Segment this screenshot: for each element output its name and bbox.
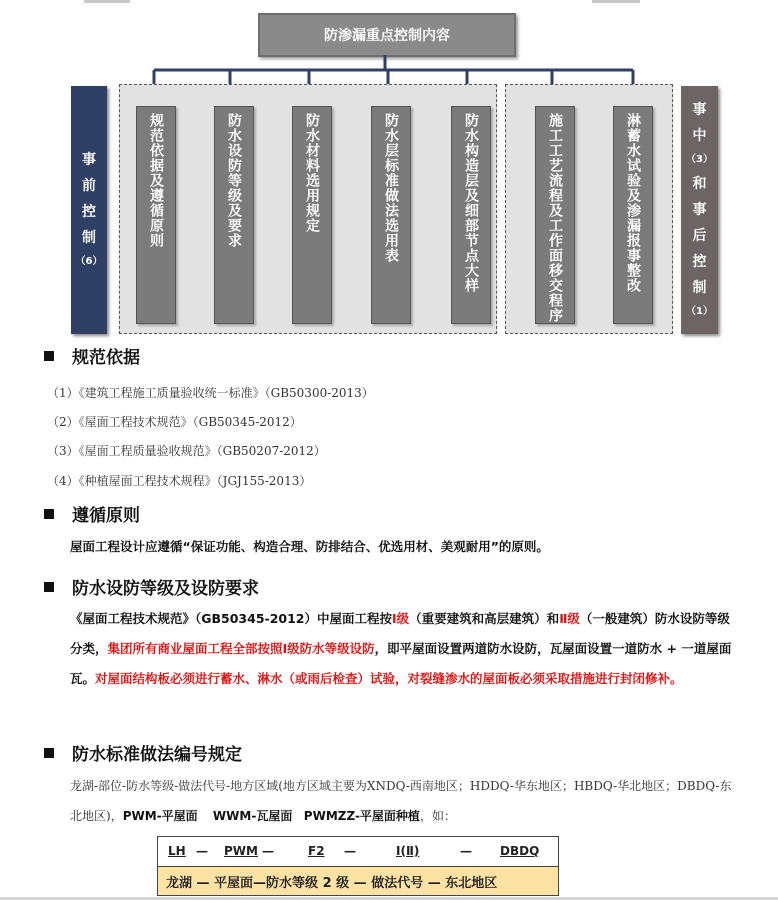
column-standard-practice: 防水层标准做法选用表 — [371, 106, 411, 324]
square-bullet-icon — [44, 351, 54, 361]
column-material-selection: 防水材料选用规定 — [292, 106, 332, 324]
reference-item: （2）《屋面工程技术规范》（GB50345-2012） — [47, 415, 302, 429]
code-segment: DBDQ — [500, 844, 540, 858]
reference-item: （3）《屋面工程质量验收规范》（GB50207-2012） — [47, 444, 326, 458]
reference-item: （4）《种植屋面工程技术规程》（JGJ155-2013） — [47, 474, 312, 488]
section-title: 防水设防等级及设防要求 — [72, 579, 259, 599]
section-heading-standards — [44, 343, 140, 368]
column-construction-details: 防水构造层及细部节点大样 — [451, 106, 491, 324]
code-example-table — [157, 836, 559, 896]
pre-control-char: 控 — [82, 204, 96, 220]
section-heading-principles — [44, 501, 140, 526]
code-dash: — — [344, 844, 356, 858]
code-segment: LH — [168, 844, 186, 858]
code-explanation-row: 龙湖 — 平屋面—防水等级 2 级 — 做法代号 — 东北地区 — [158, 866, 558, 895]
column-process-flow: 施工工艺流程及工作面移交程序 — [535, 106, 575, 324]
post-control-char: 后 — [692, 228, 707, 244]
section-heading-waterproof-grade — [44, 574, 259, 599]
post-control-char: 制 — [692, 280, 707, 296]
code-dash: — — [196, 844, 208, 858]
square-bullet-icon — [44, 748, 54, 758]
section-title: 防水标准做法编号规定 — [72, 745, 242, 765]
code-dash: — — [262, 844, 274, 858]
mid-post-control-box — [681, 86, 718, 334]
code-segment: F2 — [308, 844, 325, 858]
square-bullet-icon — [44, 509, 54, 519]
section-title: 规范依据 — [72, 348, 140, 368]
pre-control-char: 前 — [82, 178, 96, 194]
code-segment: PWM — [224, 844, 258, 858]
post-control-char: 事 — [692, 202, 707, 218]
code-segment: Ⅰ(Ⅱ) — [396, 844, 420, 858]
mid-control-char: 中 — [692, 128, 707, 144]
pre-control-count: （6） — [75, 256, 103, 267]
square-bullet-icon — [44, 582, 54, 592]
code-row — [158, 837, 558, 866]
reference-item: （1）《建筑工程施工质量验收统一标准》（GB50300-2013） — [47, 386, 374, 400]
code-rules-text: 龙湖-部位-防水等级-做法代号-地方区域(地方区域主要为XNDQ-西南地区；HDDQ-华东地区；HBDQ-华北地区；DBDQ-东北地区)，PWM-平屋面 WWM-瓦屋面 PWMZZ-平屋面种植，如： — [70, 779, 732, 823]
post-control-count: （1） — [686, 306, 713, 317]
pre-control-char: 事 — [82, 152, 96, 168]
column-waterproof-grade: 防水设防等级及要求 — [214, 106, 254, 324]
pre-control-char: 制 — [82, 230, 96, 246]
code-dash: — — [460, 844, 472, 858]
principles-text: 屋面工程设计应遵循“保证功能、构造合理、防排结合、优选用材、美观耐用”的原则。 — [70, 539, 549, 554]
post-control-char: 控 — [692, 254, 707, 270]
mid-control-char: 事 — [692, 102, 707, 118]
waterproof-grade-paragraph: 《屋面工程技术规范》（GB50345-2012）中屋面工程按Ⅰ级（重要建筑和高层建筑）和Ⅱ级（一般建筑）防水设防等级分类，集团所有商业屋面工程全部按照Ⅰ级防水等级设防，即平屋面设置两道防水设防，瓦屋面设置一道防水 + 一道屋面瓦。对屋面结构板必须进行蓄水、淋水（或雨后检查）试验，对裂缝渗水的屋面板必须采取措施进行封闭修补。 — [70, 611, 732, 686]
post-control-char: 和 — [692, 176, 707, 192]
pre-control-box — [71, 86, 107, 334]
section-heading-code-rules — [44, 740, 242, 765]
column-water-test: 淋蓄水试验及渗漏报事整改 — [613, 106, 653, 324]
mid-control-count: （3） — [686, 154, 713, 165]
column-standards: 规范依据及遵循原则 — [136, 106, 176, 324]
diagram-title: 防渗漏重点控制内容 — [258, 13, 516, 57]
section-title: 遵循原则 — [72, 506, 140, 526]
